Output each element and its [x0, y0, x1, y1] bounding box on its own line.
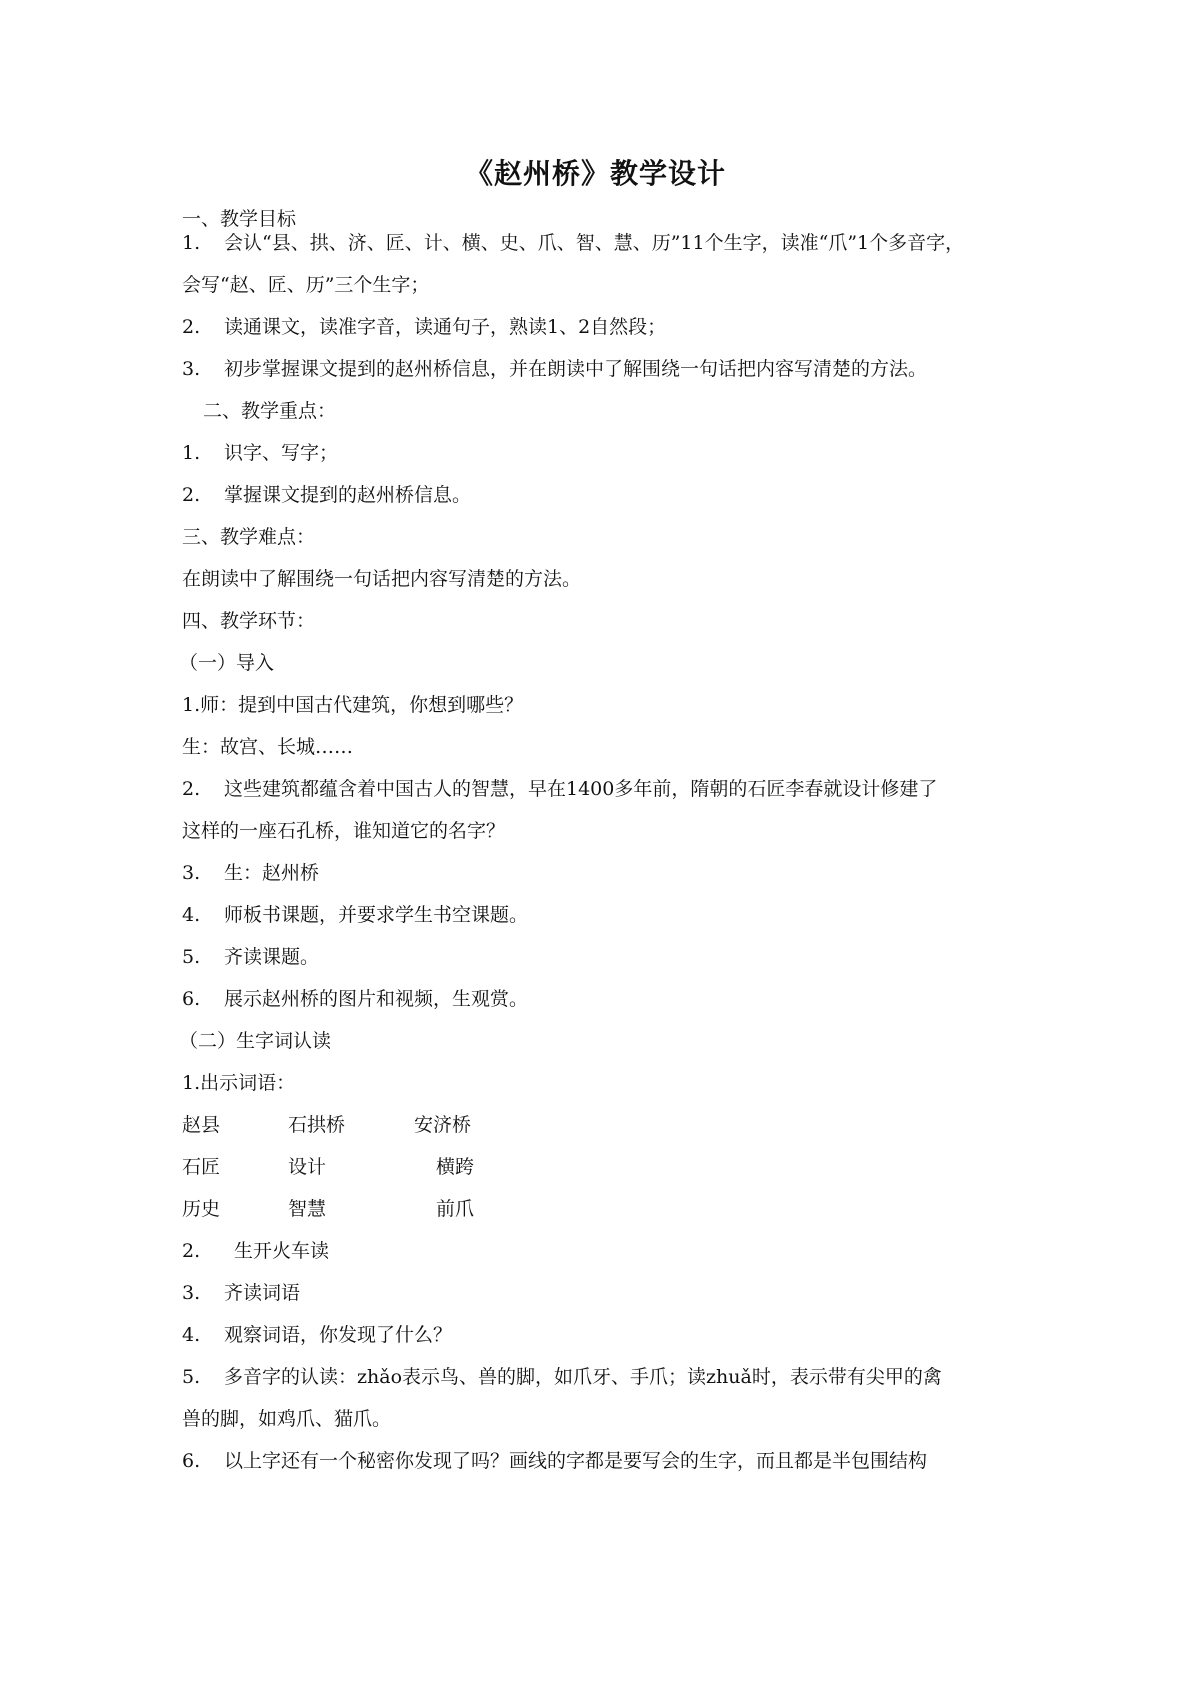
document-title: 《赵州桥》教学设计: [464, 157, 726, 190]
key-2-text: 掌握课文提到的赵州桥信息。: [224, 484, 472, 506]
key-2: [182, 481, 471, 509]
key-1: [182, 439, 338, 467]
intro-2-continuation: 这样的一座石孔桥，谁知道它的名字？: [182, 820, 506, 842]
intro-5-text: 齐读课题。: [224, 946, 320, 968]
list-number: 6.: [182, 1450, 201, 1472]
list-number: 2.: [182, 1240, 201, 1262]
list-number: 5.: [182, 946, 201, 968]
goal-3-text: 初步掌握课文提到的赵州桥信息，并在朗读中了解围绕一句话把内容写清楚的方法。: [224, 358, 928, 380]
vocab-word: 历史: [182, 1198, 221, 1220]
intro-3-text: 生：赵州桥: [224, 862, 320, 884]
list-number: 2.: [182, 316, 201, 338]
words-4-text: 观察词语，你发现了什么？: [224, 1324, 453, 1346]
key-heading: 二、教学重点：: [203, 400, 337, 422]
list-number: 3.: [182, 1282, 201, 1304]
words-3: [182, 1279, 300, 1307]
goal-2: [182, 313, 666, 341]
list-number: 2.: [182, 778, 201, 800]
list-number: 4.: [182, 1324, 201, 1346]
words-5-text: 多音字的认读：zhǎo表示鸟、兽的脚，如爪牙、手爪；读zhuǎ时，表示带有尖甲的禽: [224, 1366, 942, 1388]
vocab-word: 横跨: [436, 1156, 475, 1178]
difficulty-text: 在朗读中了解围绕一句话把内容写清楚的方法。: [182, 568, 582, 590]
list-number: 5.: [182, 1366, 201, 1388]
vocab-word: 石匠: [182, 1156, 221, 1178]
vocab-word: 智慧: [288, 1198, 327, 1220]
vocab-word: 前爪: [436, 1198, 475, 1220]
intro-1-answer: 生：故宫、长城……: [182, 736, 354, 758]
intro-4-text: 师板书课题，并要求学生书空课题。: [224, 904, 529, 926]
words-6: [182, 1447, 927, 1475]
words-3-text: 齐读词语: [224, 1282, 301, 1304]
intro-4: [182, 901, 528, 929]
intro-heading: （一）导入: [179, 652, 275, 674]
vocab-word: 石拱桥: [288, 1114, 346, 1136]
words-heading: （二）生字词认读: [179, 1030, 332, 1052]
key-1-text: 识字、写字；: [224, 442, 339, 464]
intro-2: [182, 775, 937, 803]
list-number: 1.: [182, 232, 201, 254]
list-number: 3.: [182, 862, 201, 884]
steps-heading: 四、教学环节：: [182, 610, 316, 632]
goal-1: [182, 229, 964, 257]
goal-2-text: 读通课文，读准字音，读通句子，熟读1、2自然段；: [224, 316, 667, 338]
intro-2-text: 这些建筑都蕴含着中国古人的智慧，早在1400多年前，隋朝的石匠李春就设计修建了: [224, 778, 938, 800]
words-5-continuation: 兽的脚，如鸡爪、猫爪。: [182, 1408, 392, 1430]
intro-5: [182, 943, 319, 971]
words-2: [182, 1237, 329, 1265]
list-number: 6.: [182, 988, 201, 1010]
words-2-text: 生开火车读: [234, 1240, 330, 1262]
words-1: 1.出示词语：: [182, 1072, 296, 1094]
list-number: 4.: [182, 904, 201, 926]
goals-heading: 一、教学目标: [182, 208, 297, 230]
list-number: 1.: [182, 442, 201, 464]
words-4: [182, 1321, 452, 1349]
difficulty-heading: 三、教学难点：: [182, 526, 316, 548]
goal-1-continuation: 会写“赵、匠、历”三个生字；: [182, 274, 430, 296]
intro-6-text: 展示赵州桥的图片和视频，生观赏。: [224, 988, 529, 1010]
vocab-word: 设计: [288, 1156, 327, 1178]
list-number: 3.: [182, 358, 201, 380]
intro-1: 1.师：提到中国古代建筑，你想到哪些？: [182, 694, 524, 716]
vocab-word: 安济桥: [414, 1114, 472, 1136]
intro-6: [182, 985, 528, 1013]
goal-3: [182, 355, 927, 383]
words-6-text: 以上字还有一个秘密你发现了吗？画线的字都是要写会的生字，而且都是半包围结构: [224, 1450, 928, 1472]
words-5: [182, 1363, 942, 1391]
goal-1-text: 会认“县、拱、济、匠、计、横、史、爪、智、慧、历”11个生字，读准“爪”1个多音字，: [224, 232, 965, 254]
list-number: 2.: [182, 484, 201, 506]
intro-3: [182, 859, 319, 887]
vocab-word: 赵县: [182, 1114, 221, 1136]
